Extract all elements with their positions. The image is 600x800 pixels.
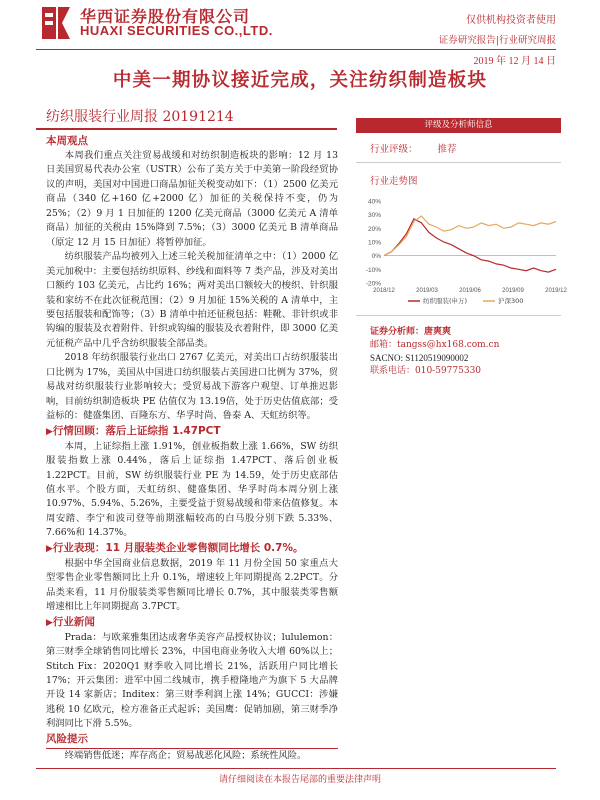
company-name-cn: 华西证券股份有限公司 bbox=[80, 7, 251, 26]
panel-divider bbox=[356, 162, 561, 163]
paragraph-market: 本周，上证综指上涨 1.91%，创业板指数上涨 1.66%，SW 纺织服装指数上涨 0.44%，落后上证综指 1.47PCT、落后创业板 1.22PCT。目前，SW 纺织服装行业 PE 为 14.59，处于历史底部估值水平。个股方面，天虹纺织、健盛集团、华孚时尚本周分别上涨 10.97%、5.94%、5.26%，主要受益于贸易战缓和带来估值修复。本周安踏、李宁和波司登等前期涨幅较高的白马股分别下跌 5.33%、7.66%和 14.37%。 bbox=[46, 440, 338, 539]
rating-label: 行业评级： bbox=[370, 144, 418, 155]
x-tick-label: 2019/09 bbox=[502, 288, 524, 294]
subtitle-divider bbox=[36, 128, 337, 130]
legal-notice: 请仔细阅读在本报告尾部的重要法律声明 bbox=[218, 775, 381, 785]
trend-chart bbox=[356, 193, 567, 308]
audience-note: 仅供机构投资者使用 bbox=[466, 15, 556, 26]
paragraph-core-2: 纺织服装产品均被列入上述三轮关税加征清单之中：（1）2000 亿美元加税中：主要包括纺织原料、纱线和面料等 7 类产品，涉及对美出口额约 103 亿美元，占比约 16%；两对美出口额较大的梭织、针织服装和家纺不在此次征税范围；（2）9 月加征 15%关税的 A 清单中，主要包括服装和配饰等；（3）B 清单中拍还征税包括：鞋靴、非针织或非钩编的服装及衣着附件、针织或钩编的服装及衣着附件，即 3000 亿美元征税产品中几乎含纺织服装全部品类。 bbox=[46, 251, 338, 349]
report-header bbox=[0, 0, 600, 67]
series-line-2 bbox=[384, 216, 556, 256]
main-content bbox=[46, 134, 338, 763]
legend-label-1: 纺织服装(申万) bbox=[423, 297, 468, 305]
triangle-bullet-icon: ▶ bbox=[46, 426, 53, 437]
paragraph-news: Prada：与欧莱雅集团达成奢华美容产品授权协议；lululemon：第三财季全球销售同比增长 23%，中国电商业务收入大增 60%以上；Stitch Fix：2020Q1 财季收入同比增长 21%，活跃用户同比增长 17%；开云集团：进军中国二线城市，携手橙隆地产为旗下 5 大品牌开设 14 家新店；Inditex：第三财季利润上涨 14%；GUCCI：涉嫌逃税 10 亿欧元，检方准备正式起诉；美国鹰：促销加剧，第三财季净利润同比下滑 5.5%。 bbox=[46, 631, 338, 730]
y-tick-label: 30% bbox=[367, 212, 381, 220]
section-title-core: 本周观点 bbox=[46, 135, 88, 147]
x-tick-label: 2018/12 bbox=[373, 288, 395, 294]
rating-value: 推荐 bbox=[437, 144, 457, 155]
analyst-email[interactable]: 邮箱：tangss@hx168.com.cn bbox=[370, 340, 500, 350]
paragraph-core-1: 本周我们重点关注贸易战缓和对纺织制造板块的影响：12 月 13 日美国贸易代表办公室（USTR）公布了美方关于中美第一阶段经贸协议的声明，美国对中国进口商品加征关税变动如下：（1）2500 亿美元商品（340 亿+160 亿+2000 亿）加征的关税保持不变，仍为 25%；（2）9 月 1 日加征的 1200 亿美元商品（3000 亿美元 A 清单商品）加征的关税由 15%降到 7.5%；（3）3000 亿美元 B 清单商品（原定 12 月 15 日加征）将暂停加征。 bbox=[46, 150, 338, 248]
section-title-industry bbox=[46, 541, 338, 557]
y-tick-label: 20% bbox=[367, 225, 381, 233]
paragraph-core-3: 2018 年纺织服装行业出口 2767 亿美元，对美出口占纺织服装出口比例为 17%，美国从中国进口纺织服装占美国进口比例为 37%，贸易战对纺织服装行业影响较大；受贸易战下游客户观望、订单推迟影响，目前纺织制造板块 PE 估值仅为 13.19倍，处于历史估值底部；受益标的：健盛集团、百隆东方、华孚时尚、鲁泰 A、天虹纺织等。 bbox=[46, 352, 338, 422]
report-type: 证券研究报告|行业研究周报 bbox=[438, 35, 556, 46]
x-tick-label: 2019/12 bbox=[545, 288, 567, 294]
series-line-1 bbox=[384, 219, 556, 272]
y-tick-label: -10% bbox=[365, 266, 381, 274]
analyst-phone: 联系电话：010-59775330 bbox=[370, 366, 482, 376]
paragraph-risk: 终端销售低迷；库存高企；贸易战恶化风险；系统性风险。 bbox=[64, 749, 307, 761]
panel-header: 评级及分析师信息 bbox=[356, 118, 561, 133]
triangle-bullet-icon: ▶ bbox=[46, 617, 53, 628]
analyst-sacno: SACNO: S1120519090002 bbox=[370, 353, 469, 363]
section-title-news-text: 行业新闻 bbox=[52, 615, 95, 628]
report-subtitle: 纺织服装行业周报 20191214 bbox=[46, 109, 234, 125]
y-tick-label: -20% bbox=[365, 280, 381, 288]
footer-divider bbox=[36, 768, 556, 769]
section-title-news bbox=[46, 615, 338, 631]
y-tick-label: 10% bbox=[367, 239, 381, 247]
trend-chart-label: 行业走势图 bbox=[370, 176, 418, 187]
main-title: 中美一期协议接近完成，关注纺织制造板块 bbox=[112, 70, 488, 91]
triangle-bullet-icon: ▶ bbox=[46, 543, 53, 554]
x-tick-label: 2019/03 bbox=[416, 288, 438, 294]
report-date: 2019 年 12 月 14 日 bbox=[473, 56, 556, 67]
side-panel bbox=[356, 118, 567, 378]
company-name-en: HUAXI SECURITIES CO.,LTD. bbox=[80, 23, 273, 38]
section-title-risk: 风险提示 bbox=[46, 732, 88, 745]
trend-chart-svg bbox=[356, 193, 567, 308]
y-tick-label: 0% bbox=[371, 253, 381, 261]
paragraph-industry: 根据中华全国商业信息数据，2019 年 11 月份全国 50 家重点大型零售企业零售额同比上升 0.1%，增速较上年同期提高 2.2PCT。分品类来看，11 月份服装类零售额同比增长 0.7%，其中服装类零售额增速相比上年同期提高 3.7PCT。 bbox=[46, 557, 338, 613]
y-tick-label: 40% bbox=[367, 198, 381, 206]
legend-label-2: 沪深300 bbox=[498, 297, 524, 305]
x-tick-label: 2019/06 bbox=[459, 288, 481, 294]
section-title-market-text: 行情回顾：落后上证综指 1.47PCT bbox=[52, 424, 221, 437]
panel-divider bbox=[356, 315, 561, 316]
huaxi-logo-icon bbox=[36, 3, 76, 43]
header-divider bbox=[36, 49, 556, 50]
industry-rating bbox=[356, 141, 561, 155]
analyst-info bbox=[356, 326, 561, 378]
section-title-market bbox=[46, 424, 338, 440]
analyst-name: 证券分析师：唐爽爽 bbox=[370, 327, 452, 337]
section-title-industry-text: 行业表现：11 月服装类企业零售额同比增长 0.7%。 bbox=[52, 541, 304, 554]
